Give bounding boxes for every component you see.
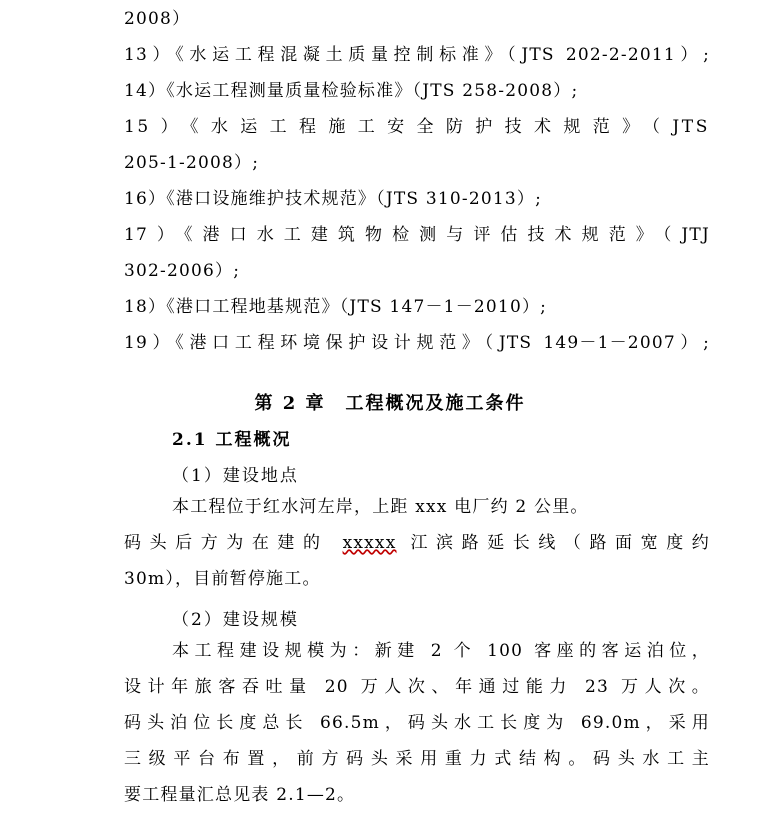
- paragraph-location-line2-suffix: 江滨路延长线（路面宽度约: [396, 533, 710, 553]
- section-title-2-1: 2.1 工程概况: [172, 430, 292, 450]
- ref-item-15-line1: 15）《水运工程施工安全防护技术规范》（JTS: [124, 117, 710, 137]
- paragraph-scale-line3: 码头泊位长度总长 66.5m，码头水工长度为 69.0m，采用: [124, 713, 710, 733]
- ref-item-17-line1: 17）《港口水工建筑物检测与评估技术规范》（JTJ: [124, 225, 710, 245]
- paragraph-scale-line5: 要工程量汇总见表 2.1—2。: [124, 785, 356, 805]
- ref-item-17-line2: 302-2006）;: [124, 261, 241, 281]
- ref-continuation-2008: 2008）: [124, 9, 191, 29]
- paragraph-location-line2: [124, 533, 710, 553]
- ref-item-13: 13）《水运工程混凝土质量控制标准》（JTS 202-2-2011）;: [124, 45, 710, 65]
- paragraph-scale-line2: 设计年旅客吞吐量 20 万人次、年通过能力 23 万人次。: [124, 677, 710, 697]
- ref-item-16: 16）《港口设施维护技术规范》（JTS 310-2013）;: [124, 189, 543, 209]
- subsection-location-title: （1）建设地点: [172, 466, 299, 486]
- paragraph-scale-line1: 本工程建设规模为：新建 2 个 100 客座的客运泊位，: [172, 641, 710, 661]
- paragraph-location-line1: 本工程位于红水河左岸，上距 xxx 电厂约 2 公里。: [172, 497, 589, 517]
- placeholder-road-name: xxxxx: [342, 533, 397, 553]
- paragraph-location-line2-prefix: 码头后方为在建的: [124, 533, 343, 553]
- ref-item-14: 14）《水运工程测量质量检验标准》（JTS 258-2008）;: [124, 81, 579, 101]
- subsection-scale-title: （2）建设规模: [172, 610, 299, 630]
- paragraph-location-line3: 30m），目前暂停施工。: [124, 569, 321, 589]
- chapter-title: 第 2 章 工程概况及施工条件: [254, 393, 526, 414]
- paragraph-scale-line4: 三级平台布置，前方码头采用重力式结构。码头水工主: [124, 749, 710, 769]
- ref-item-15-line2: 205-1-2008）;: [124, 153, 260, 173]
- ref-item-18: 18）《港口工程地基规范》（JTS 147－1－2010）;: [124, 297, 548, 317]
- ref-item-19: 19）《港口工程环境保护设计规范》（JTS 149－1－2007）;: [124, 333, 710, 353]
